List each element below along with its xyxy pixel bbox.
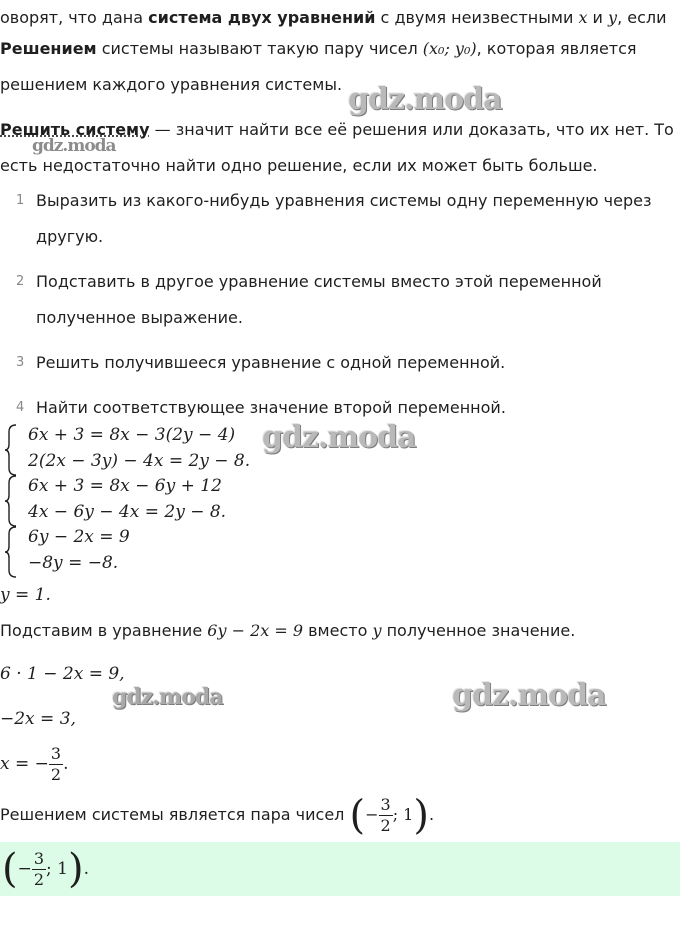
equation-system: 6x + 3 = 8x − 6y + 12 4x − 6y − 4x = 2y − 8.	[4, 475, 304, 527]
list-item: 4 Найти соответствующее значение второй переменной.	[16, 398, 506, 417]
equation-line: 6 · 1 − 2x = 9,	[0, 664, 125, 684]
conclusion-paragraph: Решением системы является пара чисел (− $\frac{3}{2}$ ; 1).	[0, 792, 435, 839]
list-item: 3 Решить получившееся уравнение с одной переменной.	[16, 353, 506, 372]
x-result: x = − $\frac{3}{2}$ .	[0, 744, 69, 784]
equation-system: 6x + 3 = 8x − 3(2y − 4) 2(2x − 3y) − 4x = 2y − 8.	[4, 424, 304, 476]
watermark: gdz.moda	[262, 420, 416, 455]
brace-icon	[4, 475, 18, 527]
brace-icon	[4, 424, 18, 476]
answer-box	[0, 842, 680, 896]
brace-icon	[4, 526, 18, 578]
definition-paragraph: Решением системы называют такую пару чисел (x₀; y₀), которая является решением каждого уравнения системы.	[0, 39, 637, 94]
watermark: gdz.moda	[32, 136, 116, 156]
watermark: gdz.moda	[348, 82, 502, 117]
answer-value: (− $\frac{3}{2}$ ; 1).	[2, 846, 90, 892]
solve-definition-paragraph: Решить систему — значит найти все её решения или доказать, что их нет. То есть недостаточно найти одно решение, если их может быть больше.	[0, 120, 674, 175]
watermark: gdz.moda	[452, 678, 606, 713]
intro-paragraph: оворят, что дана система двух уравнений с двумя неизвестными x и y, если	[0, 8, 667, 27]
y-result: y = 1.	[0, 585, 51, 605]
list-item: 2 Подставить в другое уравнение системы вместо этой переменной полученное выражение.	[16, 272, 602, 327]
substitute-paragraph: Подставим в уравнение 6y − 2x = 9 вместо y полученное значение.	[0, 621, 576, 640]
equation-system: 6y − 2x = 9 −8y = −8.	[4, 526, 304, 578]
watermark: gdz.moda	[112, 684, 223, 710]
list-item: 1 Выразить из какого-нибудь уравнения системы одну переменную через другую.	[16, 191, 652, 246]
equation-line: −2x = 3,	[0, 709, 76, 729]
